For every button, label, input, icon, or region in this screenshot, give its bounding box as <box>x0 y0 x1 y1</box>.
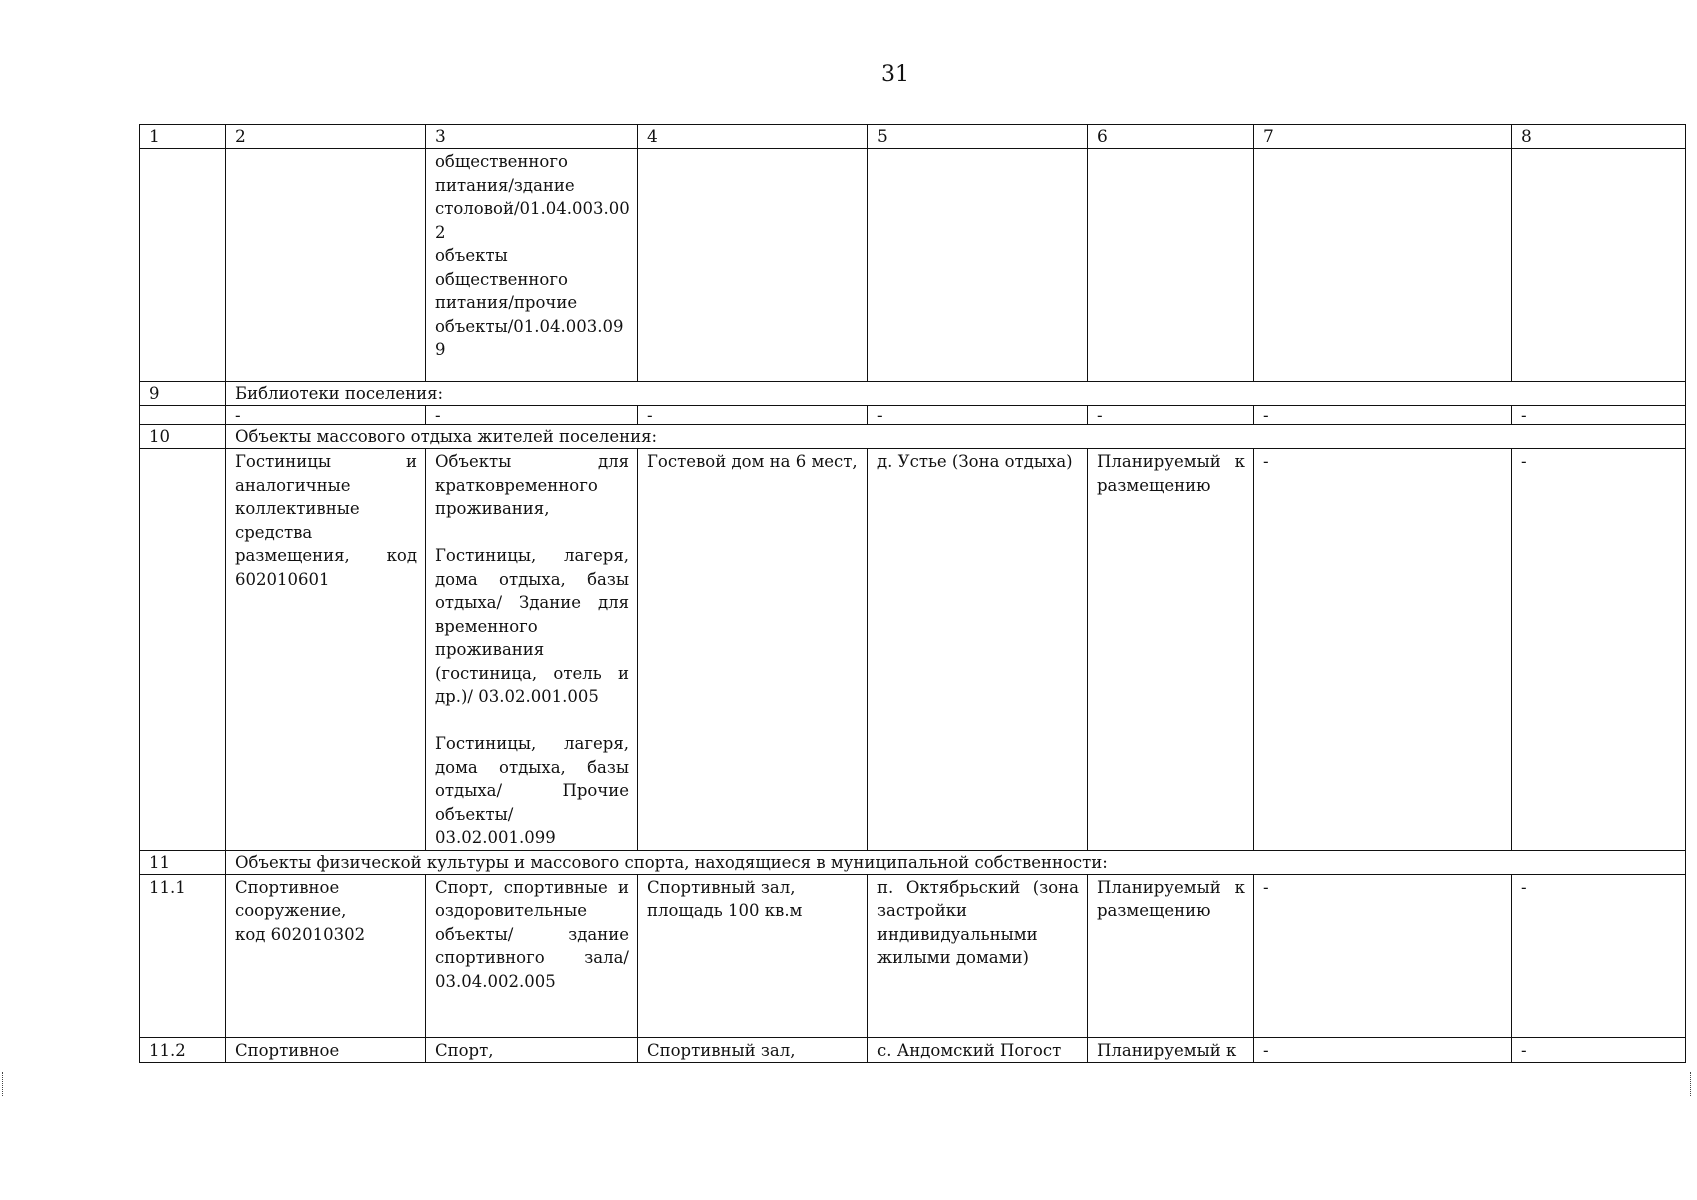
table-cell: Объекты для кратковременного проживания, Гостиницы, лагеря, дома отдыха, базы отдыха/ Здание для временного проживания (гостиница, отель и др.)/ 03.02.001.005 Гостиницы, лагеря, дома отдыха, базы отдыха/ Прочие объекты/ 03.02.001.099 <box>426 449 638 851</box>
table-cell <box>1088 149 1254 382</box>
table-cell: д. Устье (Зона отдыха) <box>868 449 1088 851</box>
table-cell: - <box>1512 874 1686 1037</box>
page-number: 31 <box>881 62 909 87</box>
table-cell <box>140 149 226 382</box>
table-cell: Спорт, <box>426 1037 638 1063</box>
table-cell: - <box>1254 1037 1512 1063</box>
table-cell: - <box>1254 406 1512 425</box>
column-number: 4 <box>638 125 868 149</box>
section-row <box>140 850 1686 874</box>
table-cell: Планируемый к размещению <box>1088 449 1254 851</box>
table-cell: Спортивный зал, площадь 100 кв.м <box>638 874 868 1037</box>
table-cell: Гостиницы и аналогичные коллективные средства размещения, код 602010601 <box>226 449 426 851</box>
table-cell: Спорт, спортивные и оздоровительные объекты/ здание спортивного зала/ 03.04.002.005 <box>426 874 638 1037</box>
table-cell <box>638 149 868 382</box>
table-row <box>140 149 1686 382</box>
table-cell <box>868 149 1088 382</box>
table-row <box>140 874 1686 1037</box>
section-row <box>140 382 1686 406</box>
table-cell <box>226 149 426 382</box>
margin-mark-left <box>2 1072 6 1096</box>
table-row <box>140 406 1686 425</box>
column-number: 5 <box>868 125 1088 149</box>
table-cell: - <box>426 406 638 425</box>
table-cell <box>1254 149 1512 382</box>
section-number: 10 <box>140 425 226 449</box>
column-number: 6 <box>1088 125 1254 149</box>
section-row <box>140 425 1686 449</box>
table-cell: Гостевой дом на 6 мест, <box>638 449 868 851</box>
table-cell: - <box>1512 1037 1686 1063</box>
table-cell: Спортивное <box>226 1037 426 1063</box>
table-cell: Планируемый к размещению <box>1088 874 1254 1037</box>
section-number: 11 <box>140 850 226 874</box>
section-title: Объекты физической культуры и массового спорта, находящиеся в муниципальной собственности: <box>226 850 1686 874</box>
table-cell: - <box>1512 449 1686 851</box>
table-cell: - <box>1254 449 1512 851</box>
table-cell <box>140 449 226 851</box>
column-number: 8 <box>1512 125 1686 149</box>
table-row <box>140 1037 1686 1063</box>
table-cell: Планируемый к <box>1088 1037 1254 1063</box>
column-number: 7 <box>1254 125 1512 149</box>
table-cell: общественного питания/здание столовой/01.04.003.00 2 объекты общественного питания/прочие объекты/01.04.003.09 9 <box>426 149 638 382</box>
margin-mark-right <box>1690 1072 1694 1096</box>
table-cell: 11.2 <box>140 1037 226 1063</box>
section-title: Библиотеки поселения: <box>226 382 1686 406</box>
section-title: Объекты массового отдыха жителей поселения: <box>226 425 1686 449</box>
section-number: 9 <box>140 382 226 406</box>
table-cell: 11.1 <box>140 874 226 1037</box>
table-cell: - <box>1512 406 1686 425</box>
table-cell <box>1512 149 1686 382</box>
table-cell: - <box>1254 874 1512 1037</box>
table-cell: - <box>1088 406 1254 425</box>
column-number: 2 <box>226 125 426 149</box>
column-number-row <box>140 125 1686 149</box>
document-table <box>139 124 1686 1063</box>
table-cell: п. Октябрьский (зона застройки индивидуальными жилыми домами) <box>868 874 1088 1037</box>
table-cell: Спортивный зал, <box>638 1037 868 1063</box>
table-cell: Спортивное сооружение, код 602010302 <box>226 874 426 1037</box>
table-cell: - <box>638 406 868 425</box>
table-cell <box>140 406 226 425</box>
table-cell: - <box>226 406 426 425</box>
column-number: 1 <box>140 125 226 149</box>
table-cell: - <box>868 406 1088 425</box>
table-cell: с. Андомский Погост <box>868 1037 1088 1063</box>
column-number: 3 <box>426 125 638 149</box>
table-row <box>140 449 1686 851</box>
